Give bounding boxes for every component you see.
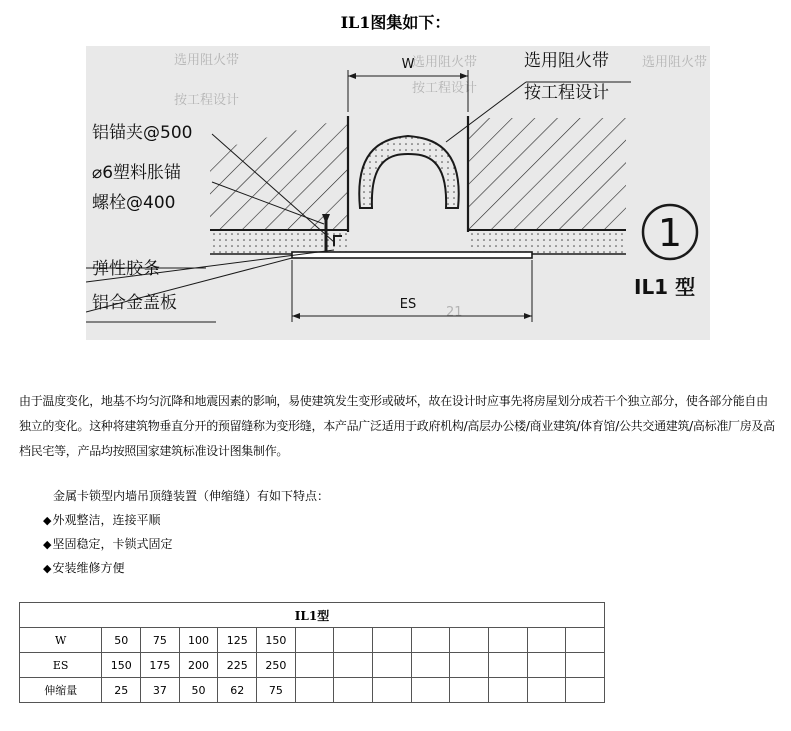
fire-belt-label-1: 选用阻火带 [524,51,609,71]
table-cell [488,628,527,653]
table-cell: 62 [218,678,257,703]
table-cell: 175 [141,653,180,678]
es-label: ES [399,297,417,312]
table-cell [527,678,566,703]
table-cell: 75 [141,628,180,653]
table-cell [450,653,489,678]
table-cell: 125 [218,628,257,653]
row-label: W [20,628,102,653]
table-cell: 75 [257,678,296,703]
bg-label: 选用阻火带 [174,53,240,68]
bg-label: 选用阻火带 [412,55,478,70]
page-title: IL1图集如下： [340,13,451,32]
fire-belt-label-2: 按工程设计 [524,83,609,103]
table-cell: 250 [257,653,296,678]
table-cell [373,653,412,678]
bg-label: 按工程设计 [174,93,240,108]
clip-label: 铝锚夹@500 [92,123,193,143]
table-cell: 25 [102,678,141,703]
table-header-row [20,603,605,628]
table-cell [373,678,412,703]
plate-label: 铝合金盖板 [92,293,177,313]
w-label: W [401,57,415,72]
table-cell [566,678,605,703]
row-label: 伸缩量 [20,678,102,703]
bullet-diamond-icon: ◆ [43,562,52,575]
table-cell [488,678,527,703]
table-cell: 150 [102,653,141,678]
table-cell: 225 [218,653,257,678]
table-cell [295,653,334,678]
table-cell: 200 [179,653,218,678]
bg-label: 选用阻火带 [642,55,708,70]
rubber-label: 弹性胶条 [92,259,160,279]
table-cell [334,678,373,703]
row-label: ES [20,653,102,678]
description-paragraph: 由于温度变化，地基不均匀沉降和地震因素的影响，易使建筑发生变形或破坏，故在设计时应事先将房屋划分成若干个独立部分，使各部分能自由独立的变化。这种将建筑物垂直分开的预留缝称为变形缝，本产品广泛适用于政府机构/高层办公楼/商业建筑/体育馆/公共交通建筑/高标准厂房及高档民宅等，产品均按照国家建筑标准设计图集制作。 [19,394,775,458]
table-cell [411,653,450,678]
table-title: IL1型 [20,603,605,628]
table-cell [373,628,412,653]
anchor-label-1: ⌀6塑料胀锚 [92,163,182,183]
il1-drawing [86,46,710,340]
features-intro: 金属卡锁型内墙吊顶缝装置（伸缩缝）有如下特点： [53,489,330,503]
table-cell: 150 [257,628,296,653]
table-cell [450,628,489,653]
feature-text: 外观整洁，连接平顺 [52,513,161,527]
bg-label: 按工程设计 [412,81,478,96]
table-row [20,628,605,653]
type-label: IL1 型 [634,275,696,299]
table-cell [488,653,527,678]
type-circle-number: 1 [657,211,683,255]
table-cell: 50 [102,628,141,653]
feature-item [43,511,160,528]
table-cell [334,628,373,653]
table-cell [334,653,373,678]
feature-item [43,559,124,576]
table-cell [295,628,334,653]
bg-label: 21 [446,305,463,320]
table-cell: 100 [179,628,218,653]
bullet-diamond-icon: ◆ [43,514,52,527]
table-cell [411,628,450,653]
drawing-canvas [86,46,710,340]
feature-text: 安装维修方便 [52,561,125,575]
table-row [20,678,605,703]
table-cell [450,678,489,703]
table-cell: 37 [141,678,180,703]
table-cell [411,678,450,703]
anchor-label-2: 螺栓@400 [92,193,176,213]
bullet-diamond-icon: ◆ [43,538,52,551]
table-cell [527,628,566,653]
right-wall [468,116,626,254]
feature-text: 坚固稳定，卡锁式固定 [52,537,173,551]
feature-item [43,535,172,552]
table-row [20,653,605,678]
table-cell [566,628,605,653]
table-cell [566,653,605,678]
table-cell: 50 [179,678,218,703]
spec-table [19,602,605,703]
table-cell [295,678,334,703]
table-cell [527,653,566,678]
